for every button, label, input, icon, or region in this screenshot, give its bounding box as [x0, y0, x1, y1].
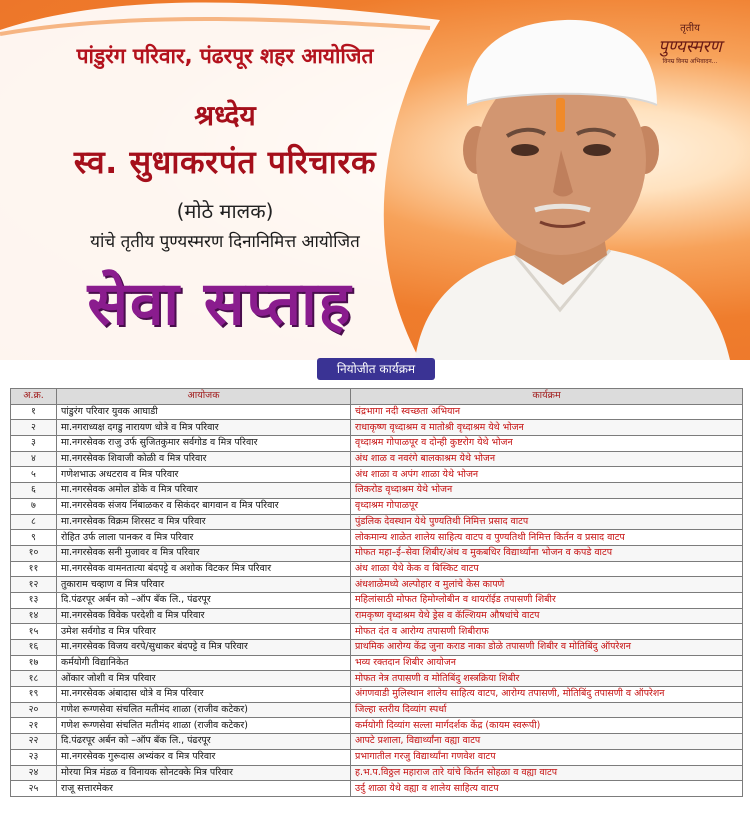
row-number: ५	[11, 467, 57, 483]
row-program: मोफत नेत्र तपासणी व मोतिबिंदु शस्त्रक्रिया शिबीर	[351, 671, 743, 687]
row-number: १७	[11, 655, 57, 671]
table-row	[11, 561, 743, 577]
row-number: २१	[11, 718, 57, 734]
row-number: २२	[11, 734, 57, 750]
header-banner	[0, 0, 750, 360]
row-organiser: मा.नगरसेवक अंबादास धोत्रे व मित्र परिवार	[57, 687, 351, 703]
table-row	[11, 671, 743, 687]
section-label: नियोजीत कार्यक्रम	[317, 358, 435, 380]
program-table	[10, 388, 743, 797]
table-body	[11, 404, 743, 796]
row-program: राधाकृष्ण वृध्दाश्रम व मातोश्री वृध्दाश्रम येथे भोजन	[351, 420, 743, 436]
row-organiser: राजू सत्तारमेकर	[57, 781, 351, 797]
row-program: लिकरोड वृध्दाश्रम येथे भोजन	[351, 483, 743, 499]
row-program: अंध शाळा येथे केक व बिस्किट वाटप	[351, 561, 743, 577]
row-organiser: गणेश रूग्णसेवा संचलित मतीमंद शाळा (राजीव कटेकर)	[57, 718, 351, 734]
row-number: १	[11, 404, 57, 420]
row-organiser: मा.नगरसेवक शिवाजी कोळी व मित्र परिवार	[57, 451, 351, 467]
table-row	[11, 498, 743, 514]
column-header-number: अ.क्र.	[11, 389, 57, 405]
table-header-row	[11, 389, 743, 405]
row-program: मोफत महा–ई–सेवा शिबीर/अंध व मुकबधिर विद्यार्थ्यांना भोजन व कपडे वाटप	[351, 545, 743, 561]
remembrance-logo	[640, 20, 740, 65]
row-organiser: मा.नगरसेवक विक्रम शिरसट व मित्र परिवार	[57, 514, 351, 530]
organiser-line: पांडुरंग परिवार, पंढरपूर शहर आयोजित	[76, 44, 374, 68]
row-number: २५	[11, 781, 57, 797]
row-program: अंधशाळेमध्ये अल्पोहार व मुलांचे केस कापणे	[351, 577, 743, 593]
row-organiser: मा.नगरसेवक अमोल डोके व मित्र परिवार	[57, 483, 351, 499]
row-program: प्रभागातील गरजु विद्यार्थ्यांना गणवेश वाटप	[351, 749, 743, 765]
row-number: १४	[11, 608, 57, 624]
row-program: रामकृष्ण वृध्दाश्रम येथे ड्रेस व कॅल्शियम औषधांचे वाटप	[351, 608, 743, 624]
table-row	[11, 765, 743, 781]
table-row	[11, 592, 743, 608]
table-row	[11, 420, 743, 436]
row-organiser: मा.नगरसेवक विजय वरपे/सुधाकर बंदपट्टे व मित्र परिवार	[57, 640, 351, 656]
row-program: जिल्हा स्तरीय दिव्यांग स्पर्धा	[351, 702, 743, 718]
row-program: अंध शाळा व अपंग शाळा येथे भोजन	[351, 467, 743, 483]
row-program: मोफत दंत व आरोग्य तपासणी शिबीराफ	[351, 624, 743, 640]
row-program: पुंडलिक देवस्थान येथे पुण्यतिथी निमित्त प्रसाद वाटप	[351, 514, 743, 530]
row-organiser: मोरया मित्र मंडळ व विनायक सोनटक्के मित्र परिवार	[57, 765, 351, 781]
table-row	[11, 655, 743, 671]
row-number: ७	[11, 498, 57, 514]
row-number: ४	[11, 451, 57, 467]
table-row	[11, 514, 743, 530]
row-organiser: तुकाराम चव्हाण व मित्र परिवार	[57, 577, 351, 593]
row-number: १२	[11, 577, 57, 593]
row-program: कर्मयोगी दिव्यांग सल्ला मार्गदर्शक केंद्र (कायम स्वरूपी)	[351, 718, 743, 734]
row-number: २३	[11, 749, 57, 765]
table-row	[11, 404, 743, 420]
row-program: प्राथमिक आरोग्य केंद्र जुना कराड नाका डोळे तपासणी शिबीर व मोतिबिंदु ऑपरेशन	[351, 640, 743, 656]
table-row	[11, 781, 743, 797]
table-row	[11, 608, 743, 624]
row-number: ६	[11, 483, 57, 499]
row-program: वृध्दाश्रम गोपाळपूर व दोन्ही कुष्टरोग येथे भोजन	[351, 436, 743, 452]
row-organiser: मा.नगरसेवक विवेक परदेशी व मित्र परिवार	[57, 608, 351, 624]
row-program: अंध शाळ व नवरंगे बालकाश्रम येथे भोजन	[351, 451, 743, 467]
column-header-program: कार्यक्रम	[351, 389, 743, 405]
table-row	[11, 451, 743, 467]
column-header-organiser: आयोजक	[57, 389, 351, 405]
table-row	[11, 687, 743, 703]
table-row	[11, 734, 743, 750]
row-number: १६	[11, 640, 57, 656]
logo-top-text: तृतीय	[680, 23, 700, 34]
logo-sub-text: विनम्र विनम्र अभिवादन...	[662, 58, 718, 65]
honoree-alias: (मोठे मालक)	[176, 199, 274, 223]
row-number: १८	[11, 671, 57, 687]
honoree-name: स्व. सुधाकरपंत परिचारक	[73, 143, 377, 181]
table-row	[11, 483, 743, 499]
row-organiser: ओंकार जोशी व मित्र परिवार	[57, 671, 351, 687]
table-row	[11, 624, 743, 640]
table-row	[11, 545, 743, 561]
row-number: १९	[11, 687, 57, 703]
row-organiser: रोहित उर्फ लाला पानकर व मित्र परिवार	[57, 530, 351, 546]
table-row	[11, 530, 743, 546]
row-program: महिलांसाठी मोफत हिमोग्लोबीन व थायरॉईड तपासणी शिबीर	[351, 592, 743, 608]
row-organiser: कर्मयोगी विद्यानिकेत	[57, 655, 351, 671]
row-number: १५	[11, 624, 57, 640]
row-number: २०	[11, 702, 57, 718]
row-number: ८	[11, 514, 57, 530]
table-row	[11, 467, 743, 483]
row-number: २४	[11, 765, 57, 781]
row-number: ११	[11, 561, 57, 577]
row-number: ३	[11, 436, 57, 452]
occasion-line: यांचे तृतीय पुण्यस्मरण दिनानिमित्त आयोजित	[90, 232, 360, 252]
row-organiser: गणेश रूग्णसेवा संचलित मतीमंद शाळा (राजीव कटेकर)	[57, 702, 351, 718]
row-organiser: मा.नगरसेवक गुरूदास अभ्यंकर व मित्र परिवार	[57, 749, 351, 765]
row-organiser: गणेशभाऊ अधटराव व मित्र परिवार	[57, 467, 351, 483]
row-program: ह.भ.प.विठ्ठल महाराज तारे यांचे किर्तन सोहळा व वह्या वाटप	[351, 765, 743, 781]
table-row	[11, 577, 743, 593]
row-organiser: मा.नगरसेवक वामनतात्या बंदपट्टे व अशोक विटकर मित्र परिवार	[57, 561, 351, 577]
row-program: वृध्दाश्रम गोपाळपूर	[351, 498, 743, 514]
row-organiser: उमेश सर्वगोड व मित्र परिवार	[57, 624, 351, 640]
table-row	[11, 718, 743, 734]
table-row	[11, 749, 743, 765]
event-title: सेवा सप्ताह	[87, 269, 353, 339]
honorific-text: श्रध्देय	[194, 99, 256, 132]
row-organiser: मा.नगरसेवक राजु उर्फ सुजितकुमार सर्वगोड व मित्र परिवार	[57, 436, 351, 452]
row-program: उर्दु शाळा येथे वह्या व शालेय साहित्य वाटप	[351, 781, 743, 797]
table-row	[11, 640, 743, 656]
row-number: २	[11, 420, 57, 436]
row-organiser: मा.नगरसेवक सनी मुजावर व मित्र परिवार	[57, 545, 351, 561]
row-program: चंद्रभागा नदी स्वच्छता अभियान	[351, 404, 743, 420]
row-organiser: मा.नगराध्यक्ष दगडु नारायण धोत्रे व मित्र परिवार	[57, 420, 351, 436]
row-organiser: मा.नगरसेवक संजय निंबाळकर व सिकंदर बागवान व मित्र परिवार	[57, 498, 351, 514]
row-organiser: दि.पंढरपूर अर्बन को –ऑप बँक लि., पंढरपूर	[57, 592, 351, 608]
row-organiser: दि.पंढरपूर अर्बन को –ऑप बँक लि., पंढरपूर	[57, 734, 351, 750]
row-number: १३	[11, 592, 57, 608]
table-row	[11, 436, 743, 452]
row-number: ९	[11, 530, 57, 546]
logo-main-text: पुण्यस्मरण	[658, 37, 722, 57]
row-program: आपटे प्रशाला, विद्यार्थ्यांना वह्या वाटप	[351, 734, 743, 750]
row-program: लोकमान्य शाळेत शालेय साहित्य वाटप व पुण्यतिथी निमित्त किर्तन व प्रसाद वाटप	[351, 530, 743, 546]
row-program: भव्य रक्तदान शिबीर आयोजन	[351, 655, 743, 671]
row-number: १०	[11, 545, 57, 561]
row-program: अंगणवाडी मुलिस्थान शालेय साहित्य वाटप, आरोग्य तपासणी, मोतिबिंदु तपासणी व ऑपरेशन	[351, 687, 743, 703]
row-organiser: पांडुरंग परिवार युवक आघाडी	[57, 404, 351, 420]
table-row	[11, 702, 743, 718]
